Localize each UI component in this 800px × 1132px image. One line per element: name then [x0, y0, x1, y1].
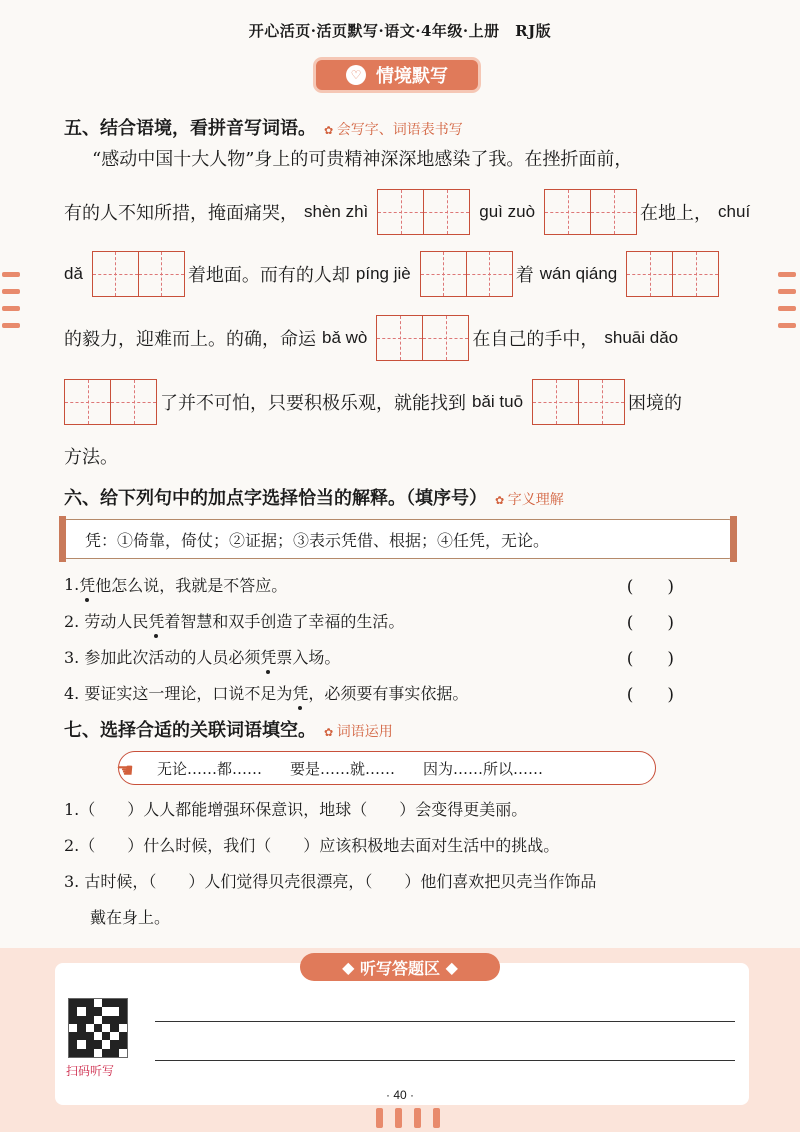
- heart-icon: ♡: [346, 65, 366, 85]
- q5-text: 着地面。而有的人却: [187, 265, 350, 286]
- q5-line-3: [64, 244, 722, 304]
- answer-area-title-text: 听写答题区: [359, 958, 440, 978]
- answer-grid-4[interactable]: [420, 251, 513, 297]
- q5-line-6: 方法。: [64, 447, 118, 468]
- q6-item-text: 着智慧和双手创造了幸福的生活。: [164, 611, 405, 631]
- qr-label: 扫码听写: [66, 1064, 115, 1078]
- q6-item-text: ，必须要有事实依据。: [308, 683, 469, 703]
- left-edge-tabs: [2, 272, 20, 328]
- q5-tag: ✿ 会写字、词语表书写: [324, 122, 463, 138]
- q7-title-text: 七、选择合适的关联词语填空。: [64, 720, 316, 741]
- q7-tag: ✿ 词语运用: [324, 724, 393, 740]
- q6-item-text: 4. 要证实这一理论，口说不足为: [64, 683, 293, 703]
- answer-area: [55, 963, 749, 1105]
- answer-grid-8[interactable]: [532, 379, 625, 425]
- pinyin-label: wán qiáng: [539, 264, 618, 283]
- answer-grid-6[interactable]: [376, 315, 469, 361]
- dotted-char: 凭: [292, 681, 308, 704]
- q5-line-2: [64, 182, 756, 242]
- q5-text: 着: [515, 265, 534, 286]
- q5-line-4: [64, 308, 684, 368]
- q6-item-2: [64, 607, 744, 633]
- q5-text: 在自己的手中，: [472, 329, 599, 350]
- q7-sentence-1: 1.（ ）人人都能增强环保意识，地球（ ）会变得更美丽。: [64, 799, 528, 819]
- q6-item-text: 3. 参加此次活动的人员必须: [64, 647, 261, 667]
- q6-title-text: 六、给下列句中的加点字选择恰当的解释。（填序号）: [64, 488, 487, 509]
- pinyin-label: shèn zhì: [304, 202, 369, 221]
- word-bank-item: 要是……就……: [290, 759, 396, 778]
- q7-sentence-2: 2.（ ）什么时候，我们（ ）应该积极地去面对生活中的挑战。: [64, 835, 560, 855]
- qr-code-icon[interactable]: [68, 998, 128, 1058]
- q6-item-text: 1.: [64, 574, 80, 594]
- answer-blank[interactable]: ( ): [626, 684, 674, 705]
- q5-text: 困境的: [628, 393, 683, 414]
- writing-line-1[interactable]: [155, 1021, 735, 1022]
- bottom-edge-tabs: [376, 1108, 440, 1128]
- definition-box: 凭：①倚靠，倚仗；②证据；③表示凭借、根据；④任凭，无论。: [64, 519, 732, 559]
- q5-text: 的毅力，迎难而上。的确，命运: [64, 329, 316, 350]
- right-edge-tabs: [778, 272, 796, 328]
- dotted-char: 凭: [79, 573, 95, 596]
- answer-grid-2[interactable]: [544, 189, 637, 235]
- writing-line-2[interactable]: [155, 1060, 735, 1061]
- pinyin-label: chuí: [718, 202, 751, 221]
- q7-sentence-3: 3. 古时候，（ ）人们觉得贝壳很漂亮，（ ）他们喜欢把贝壳当作饰品: [64, 871, 597, 891]
- page-number: · 40 ·: [385, 1088, 414, 1102]
- q6-item-3: [64, 643, 744, 669]
- q6-item-text: 2. 劳动人民: [64, 611, 149, 631]
- pinyin-label: bǎ wò: [322, 328, 368, 347]
- dotted-char: 凭: [148, 609, 164, 632]
- pinyin-label: bǎi tuō: [472, 392, 524, 411]
- pinyin-label: guì zuò: [479, 202, 536, 221]
- answer-blank[interactable]: ( ): [626, 576, 674, 597]
- answer-grid-1[interactable]: [377, 189, 470, 235]
- q7-title: [64, 716, 393, 742]
- q5-title-text: 五、结合语境，看拼音写词语。: [64, 118, 316, 139]
- answer-area-title: ◆ 听写答题区 ◆: [300, 953, 500, 981]
- q5-line-5: [64, 372, 682, 432]
- pinyin-label: dǎ: [64, 264, 83, 283]
- answer-blank[interactable]: ( ): [626, 612, 674, 633]
- q5-text: 有的人不知所措，掩面痛哭，: [64, 203, 298, 224]
- page-header: 开心活页·活页默写·语文·4年级·上册 RJ版: [248, 22, 552, 40]
- answer-grid-5[interactable]: [626, 251, 719, 297]
- q6-tag: ✿ 字义理解: [495, 492, 564, 508]
- pinyin-label: píng jiè: [355, 264, 411, 283]
- hand-icon: ☚: [116, 758, 134, 782]
- q7-sentence-3-cont: 戴在身上。: [90, 907, 171, 927]
- section-banner-label: 情境默写: [376, 66, 448, 87]
- dotted-char: 凭: [260, 645, 276, 668]
- q6-item-1: [64, 571, 744, 597]
- word-bank-item: 无论……都……: [157, 759, 263, 778]
- pinyin-label: shuāi dǎo: [604, 328, 679, 347]
- q6-title: [64, 484, 564, 510]
- q5-text: 在地上，: [640, 203, 713, 224]
- word-bank-item: 因为……所以……: [423, 759, 544, 778]
- answer-blank[interactable]: ( ): [626, 648, 674, 669]
- q6-item-text: 他怎么说，我就是不答应。: [95, 575, 288, 595]
- answer-grid-3[interactable]: [92, 251, 185, 297]
- section-banner: [316, 60, 478, 90]
- q6-item-text: 票入场。: [276, 647, 341, 667]
- answer-grid-7[interactable]: [64, 379, 157, 425]
- q6-item-4: [64, 679, 744, 705]
- q5-text: 了并不可怕，只要积极乐观，就能找到: [160, 393, 466, 414]
- word-bank: [118, 751, 656, 785]
- q5-line-1: “感动中国十大人物”身上的可贵精神深深地感染了我。在挫折面前，: [92, 149, 633, 170]
